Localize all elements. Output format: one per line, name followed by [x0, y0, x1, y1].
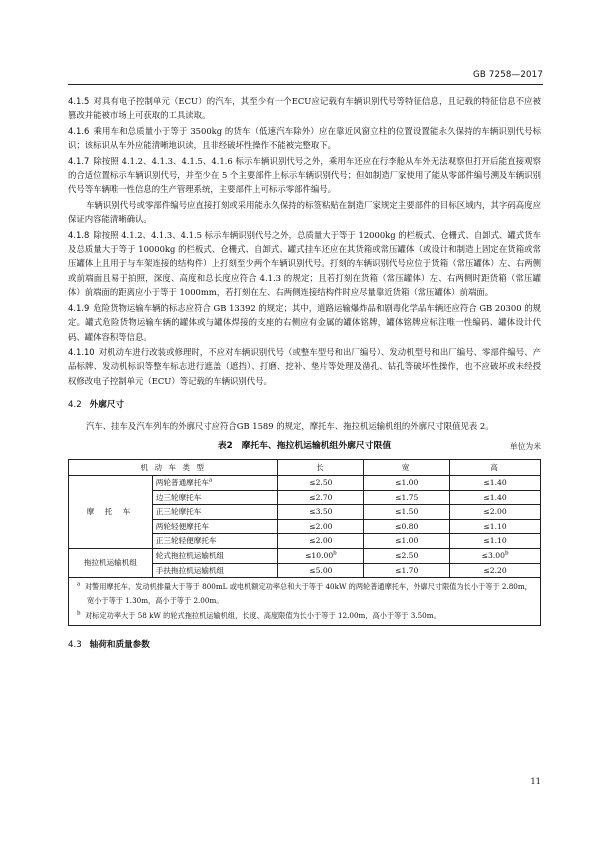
vehicle-name: 两轮普通摩托车$^a$ [152, 475, 278, 490]
footnote-a: $^a$ 对警用摩托车、发动机排量大于等于 800mL 或电机额定功率总和大于等于 40kW 的两轮普通摩托车，外廓尺寸限值为长小于等于 2.80m，宽小于等于 1.30m，高小于等于 2.00m。 [77, 581, 532, 606]
clause-4-1-7: 4.1.7 除按照 4.1.2、4.1.3、4.1.5、4.1.6 标示车辆识别代号之外，乘用车还应在行李舱从车外无法观察但打开后能直接观察的合适位置标示车辆识别代号，并至少在 5 个主要部件上标示车辆识别代号；但如制造厂家使用了能从零部件编号溯及车辆识别代号等车辆唯一性信息的生产管理系统，主要部件上可标示零部件编号。 [68, 155, 541, 195]
length-value: ≤2.70 [278, 490, 364, 505]
height-value: ≤1.40 [450, 490, 541, 505]
table-footnote-row [69, 578, 541, 626]
category-tractor: 拖拉机运输机组 [69, 548, 153, 577]
vehicle-name: 手扶拖拉机运输机组 [152, 563, 278, 578]
section-heading-4-2: 4.2 外廓尺寸 [68, 400, 125, 411]
length-value: ≤10.00$^b$ [278, 548, 364, 563]
vehicle-name: 轮式拖拉机运输机组 [152, 548, 278, 563]
width-value: ≤1.75 [364, 490, 450, 505]
length-value: ≤2.00 [278, 519, 364, 534]
header-length: 长 [278, 459, 364, 475]
height-value: ≤1.40 [450, 475, 541, 490]
table-row [69, 548, 541, 563]
height-value: ≤1.10 [450, 519, 541, 534]
clause-4-1-7-note: 车辆识别代号或零部件编号应直接打刻或采用能永久保持的标签粘贴在制造厂家规定主要部件的目标区域内，其字码高度应保证内容能清晰确认。 [68, 199, 541, 225]
length-value: ≤5.00 [278, 563, 364, 578]
vehicle-name: 正三轮摩托车 [152, 505, 278, 520]
page-number: 11 [530, 776, 541, 786]
header-rule [68, 84, 543, 85]
length-value: ≤2.00 [278, 534, 364, 549]
standard-number: GB 7258—2017 [472, 70, 543, 80]
width-value: ≤2.50 [364, 548, 450, 563]
height-value: ≤2.00 [450, 505, 541, 520]
table-header-row [69, 459, 541, 475]
table-footnotes [69, 578, 541, 626]
table-row [69, 475, 541, 490]
width-value: ≤1.50 [364, 505, 450, 520]
height-value: ≤1.10 [450, 534, 541, 549]
clause-4-1-5: 4.1.5 对具有电子控制单元（ECU）的汽车，其至少有一个ECU应记载有车辆识别代号等特征信息，且记载的特征信息不应被篡改并能被市场上可获取的工具读取。 [68, 96, 541, 121]
page-content [68, 94, 541, 658]
section-4-2-text: 汽车、挂车及汽车列车的外廓尺寸应符合GB 1589 的规定，摩托车、拖拉机运输机组的外廓尺寸限值见表 2。 [86, 420, 494, 431]
dimension-limits-table [68, 459, 541, 626]
header-vehicle-type: 机 动 车 类 型 [69, 459, 278, 475]
vehicle-name: 边三轮摩托车 [152, 490, 278, 505]
clause-4-1-9: 4.1.9 危险货物运输车辆的标志应符合 GB 13392 的规定；其中，道路运输爆炸品和剧毒化学品车辆还应符合 GB 20300 的规定。罐式危险货物运输车辆的罐体或与罐体焊接的支座的右侧应有金属的罐体铭牌，罐体铭牌应标注唯一性编码、罐体设计代码、罐体容积等信息。 [68, 302, 541, 342]
header-width: 宽 [364, 459, 450, 475]
length-value: ≤3.50 [278, 505, 364, 520]
width-value: ≤0.80 [364, 519, 450, 534]
width-value: ≤1.00 [364, 475, 450, 490]
table-caption: 表2 摩托车、拖拉机运输机组外廓尺寸限值 [217, 440, 392, 451]
table-unit: 单位为米 [509, 441, 541, 451]
vehicle-name: 两轮轻便摩托车 [152, 519, 278, 534]
category-motorcycle: 摩 托 车 [69, 475, 153, 548]
clause-4-1-6: 4.1.6 乘用车和总质量小于等于 3500kg 的货车（低速汽车除外）应在靠近风窗立柱的位置设置能永久保持的车辆识别代号标识；该标识从车外应能清晰地识读，且非经破坏性操作不能被完整取下。 [68, 125, 541, 151]
table-caption-row [68, 439, 541, 455]
width-value: ≤1.70 [364, 563, 450, 578]
header-height: 高 [450, 459, 541, 475]
vehicle-name: 正三轮轻便摩托车 [152, 534, 278, 549]
height-value: ≤2.20 [450, 563, 541, 578]
clause-4-1-8: 4.1.8 除按照 4.1.2、4.1.3、4.1.5 标示车辆识别代号之外，总质量大于等于 12000kg 的栏板式、仓栅式、自卸式、罐式货车及总质量大于等于 10000kg 的栏板式、仓栅式、自卸式、罐式挂车还应在其货箱或常压罐体（或设计和制造上固定在货箱或常压罐体上且用于与车架连接的结构件）上打刻至少两个车辆识别代号。打刻的车辆识别代号应位于货箱（常压罐体）左、右两侧或前端面且易于拍照，深度、高度和总长度应符合 4.1.3 的规定；且若打刻在货箱（常压罐体）左、右两侧时距货箱（常压罐体）前端面的距离应小于等于 1000mm，若打刻在左、右两侧连接结构件时应尽量靠近货箱（常压罐体）前端面。 [68, 229, 541, 298]
clause-4-1-10: 4.1.10 对机动车进行改装或修理时，不应对车辆识别代号（或整车型号和出厂编号）、发动机型号和出厂编号、零部件编号、产品标牌、发动机标识等整车标志进行遮盖（遮挡）、打磨、挖补、垫片等处理及凿孔、钻孔等破坏性操作，也不应破坏或未经授权修改电子控制单元（ECU）等记载的车辆识别代号。 [68, 346, 541, 386]
footnote-b: $^b$ 对标定功率大于 58 kW 的轮式拖拉机运输机组，长度、高度限值为长小于等于 12.00m，高小于等于 3.50m。 [77, 610, 441, 620]
width-value: ≤1.00 [364, 534, 450, 549]
section-heading-4-3: 4.3 轴荷和质量参数 [68, 639, 150, 650]
height-value: ≤3.00$^b$ [450, 548, 541, 563]
length-value: ≤2.50 [278, 475, 364, 490]
